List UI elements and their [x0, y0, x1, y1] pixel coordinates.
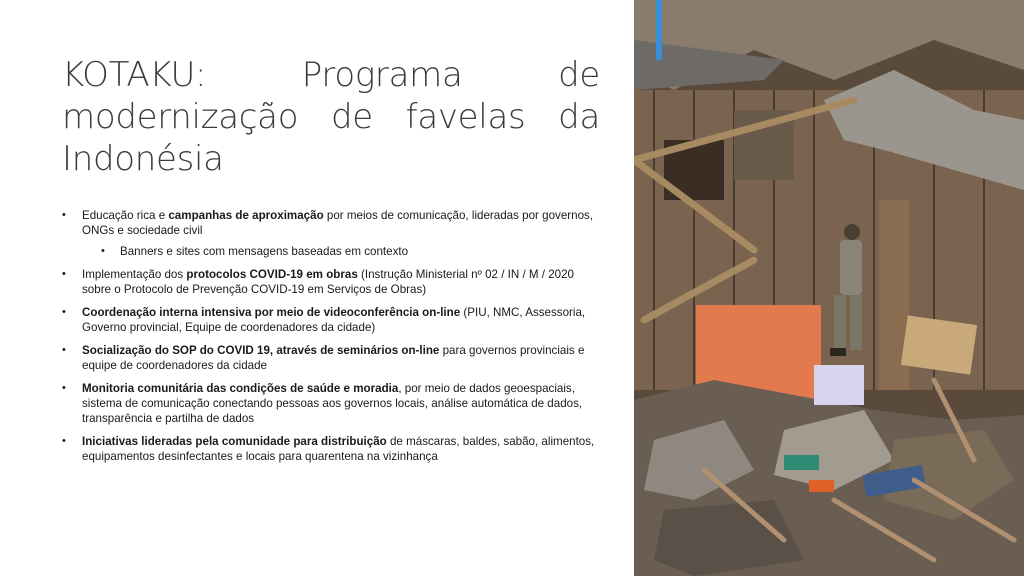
slide-title: KOTAKU: Programa de modernização de favelas da Indonésia [62, 55, 600, 179]
bullet-item: • Implementação dos protocolos COVID-19 em obras (Instrução Ministerial nº 02 / IN / M / 2020 sobre o Protocolo de Prevenção COVID-19 em Serviços de Obras) [62, 267, 602, 297]
bullet-item: • Socialização do SOP do COVID 19, através de seminários on-line para governos provinciais e equipe de coordenadores da cidade [62, 343, 602, 373]
sub-bullet-list [82, 244, 602, 259]
slide-body [62, 208, 602, 472]
bullet-list [62, 208, 602, 464]
bullet-item: • Iniciativas lideradas pela comunidade para distribuição de máscaras, baldes, sabão, alimentos, equipamentos desinfectantes e locais para quarentena na vizinhança [62, 434, 602, 464]
bullet-item: • Monitoria comunitária das condições de saúde e moradia, por meio de dados geoespaciais, sistema de comunicação conectando pessoas aos governos locais, análise automática de dados, transparência e partilha de dados [62, 381, 602, 426]
bullet-item: • Educação rica e campanhas de aproximação por meios de comunicação, lideradas por governos, ONGs e sociedade civil • Banners e sites com mensagens baseadas em contexto [62, 208, 602, 259]
slum-debris-photo [634, 0, 1024, 576]
bullet-item: • Coordenação interna intensiva por meio de videoconferência on-line (PIU, NMC, Assessoria, Governo provincial, Equipe de coordenadores da cidade) [62, 305, 602, 335]
sub-bullet-item: • Banners e sites com mensagens baseadas em contexto [82, 244, 602, 259]
slum-debris-illustration [634, 0, 1024, 576]
